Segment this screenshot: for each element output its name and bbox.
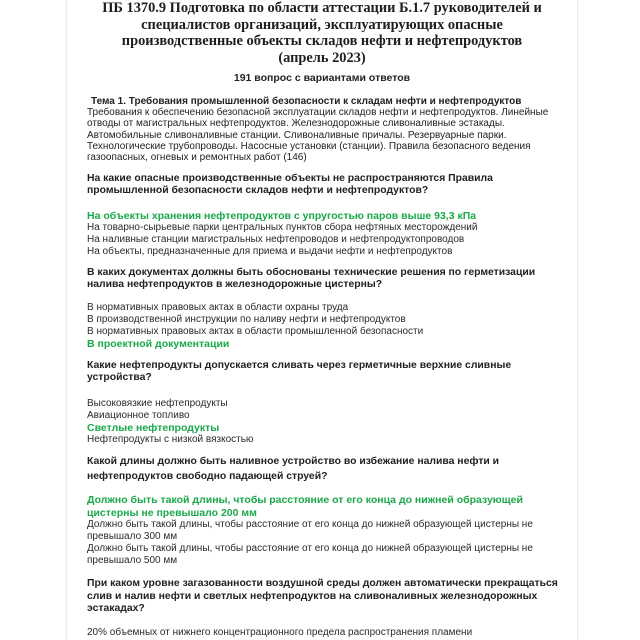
question-block xyxy=(87,360,561,446)
answer-option: Должно быть такой длины, чтобы расстояние от его конца до нижней образующей цистерны не превышало 300 мм xyxy=(87,519,533,543)
answer-option: В нормативных правовых актах в области промышленной безопасности xyxy=(87,326,424,338)
title-line: производственные объекты складов нефти и нефтепродуктов xyxy=(121,33,523,49)
question-block xyxy=(87,454,561,567)
answer-option-correct: На объекты хранения нефтепродуктов с упругостью паров выше 93,3 кПа xyxy=(87,209,477,222)
answer-option: Должно быть такой длины, чтобы расстояние от его конца до нижней образующей цистерны не превышало 500 мм xyxy=(87,543,533,567)
document-title xyxy=(67,0,577,66)
answer-option-correct: Должно быть такой длины, чтобы расстояние от его конца до нижней образующей цистерны не превышало 200 мм xyxy=(87,494,523,519)
question-block xyxy=(87,267,561,350)
answer-list xyxy=(87,627,561,639)
answer-option: На наливные станции магистральных нефтепроводов и нефтепродуктопроводов xyxy=(87,233,465,245)
answer-option: Авиационное топливо xyxy=(87,410,190,422)
answer-list xyxy=(87,210,561,258)
question-text: В каких документах должны быть обоснованы технические решения по герметизации налива нефтепродуктов в железнодорожные цистерны? xyxy=(87,266,536,290)
question-text: Какие нефтепродукты допускается сливать через герметичные верхние сливные устройства? xyxy=(87,360,512,384)
answer-option: В нормативных правовых актах в области охраны труда xyxy=(87,302,349,314)
answer-list xyxy=(87,302,561,350)
question-block xyxy=(87,173,561,257)
question-text: Какой длины должно быть наливное устройство во избежание налива нефти и нефтепродуктов свободно падающей струей? xyxy=(87,456,500,483)
answer-option: На объекты, предназначенные для приема и выдачи нефти и нефтепродуктов xyxy=(87,245,453,257)
question-text: При каком уровне загазованности воздушной среды должен автоматически прекращаться слив и налив нефти и светлых нефтепродуктов на сливоналивных железнодорожных эстакадах? xyxy=(87,578,558,614)
document-subtitle: 191 вопрос с вариантами ответов xyxy=(233,72,411,84)
title-line: (апрель 2023) xyxy=(278,49,366,66)
topic-section xyxy=(87,96,561,163)
title-line: специалистов организаций, эксплуатирующих опасные xyxy=(141,16,503,33)
answer-list xyxy=(87,494,561,567)
answer-option: 20% объемных от нижнего концентрационного предела распространения пламени xyxy=(87,627,473,639)
question-block xyxy=(87,578,561,639)
topic-description: Требования к обеспечению безопасной эксплуатации складов нефти и нефтепродуктов. Линейные отводы от магистральных нефтепродуктов. Железнодорожные сливоналивные эстакады. Автомобильные сливоналивные станции. Сливоналивные причалы. Резервуарные парки. Технологические трубопроводы. Насосные установки (станции). Правила безопасного ведения газоопасных, огневых и ремонтных работ (146) xyxy=(87,107,549,164)
topic-heading: Тема 1. Требования промышленной безопасности к складам нефти и нефтепродуктов xyxy=(91,96,522,107)
answer-option: Нефтепродукты с низкой вязкостью xyxy=(87,434,254,446)
answer-option: На товарно-сырьевые парки центральных пунктов сбора нефтяных месторождений xyxy=(87,221,478,233)
question-text: На какие опасные производственные объекты не распространяются Правила промышленной безопасности складов нефти и нефтепродуктов? xyxy=(87,173,493,197)
answer-option: В производственной инструкции по наливу нефти и нефтепродуктов xyxy=(87,314,406,326)
answer-option-correct: Светлые нефтепродукты xyxy=(87,422,220,435)
title-line: ПБ 1370.9 Подготовка по области аттестации Б.1.7 руководителей и xyxy=(102,0,542,16)
document-page xyxy=(66,0,578,640)
answer-list xyxy=(87,398,561,446)
answer-option: Высоковязкие нефтепродукты xyxy=(87,398,228,410)
answer-option-correct: В проектной документации xyxy=(87,338,230,351)
